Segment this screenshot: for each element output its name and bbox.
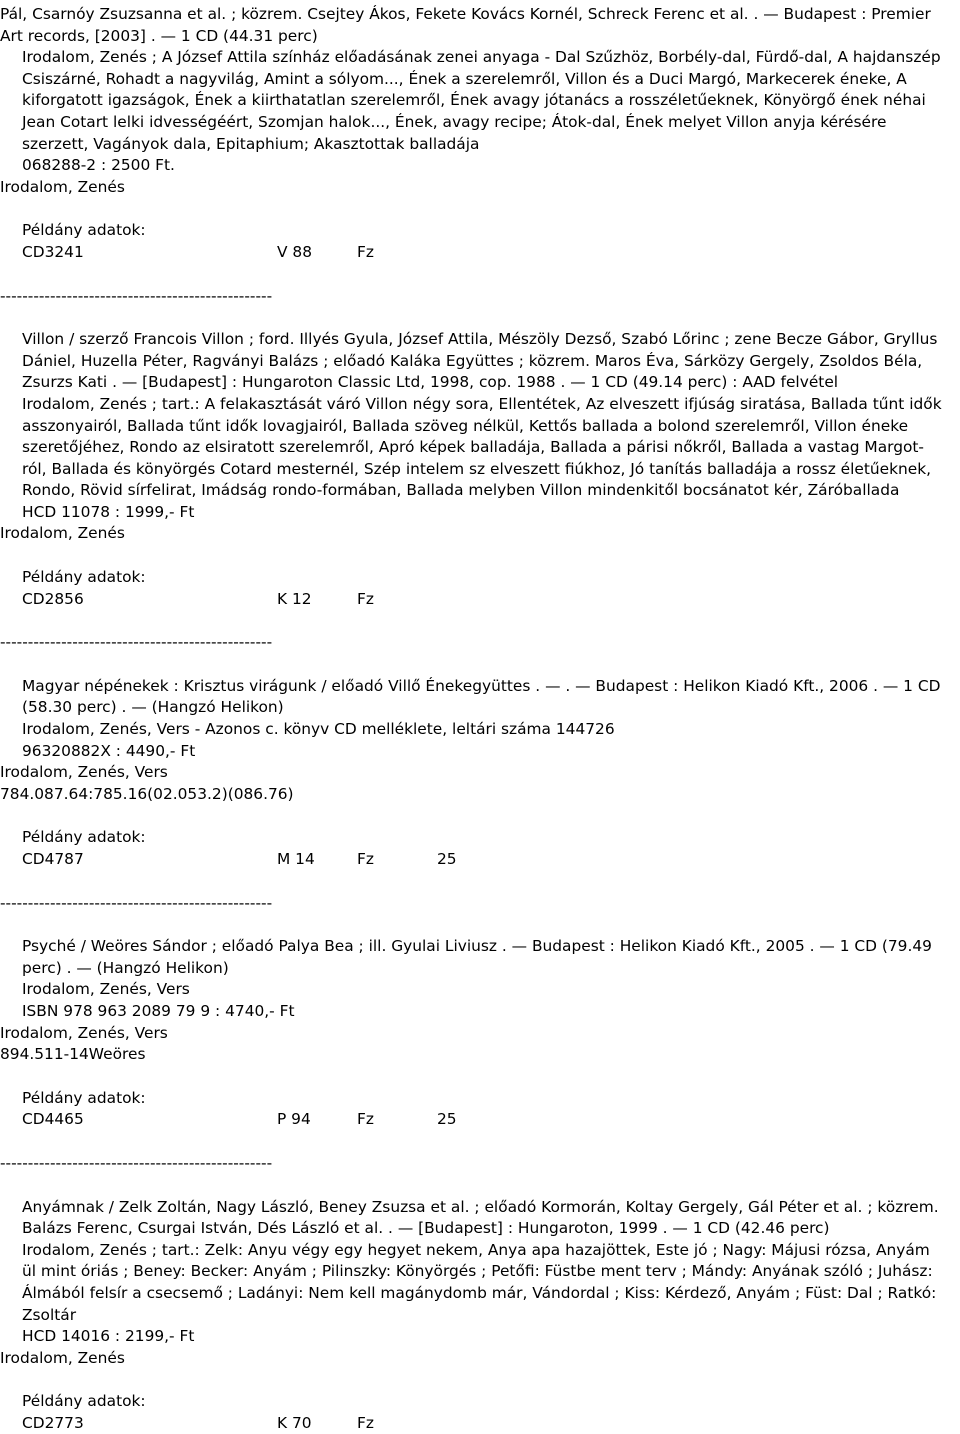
copy-count — [437, 589, 517, 611]
entry-description: Pál, Csarnóy Zsuzsanna et al. ; közrem. Csejtey Ákos, Fekete Kovács Kornél, Schreck Ferenc et al. . — Budapest : Premier Art records, [2003] . — 1 CD (44.31 perc) — [0, 5, 931, 45]
copy-location: Fz — [357, 1110, 374, 1129]
catalog-entry — [0, 4, 944, 329]
copy-count — [437, 1413, 517, 1434]
entry-separator: ------------------------------------------------- — [0, 633, 273, 652]
entry-line: Irodalom, Zenés ; tart.: Zelk: Anyu végy egy hegyet nekem, Anya apa hazajöttek, Este jó ; Nagy: Májusi rózsa, Anyám ül mint óriás ; Beney: Becker: Anyám ; Pilinszky: Könyörgés ; Petőfi: Füstbe ment terv ; Mándy: Anyának szóló ; Juhász: Álmából felsír a csecsemő ; Ladányi: Nem kell magánydomb már, Vándordal ; Kiss: Kérdező, Anyám ; Füst: Dal ; Ratkó: Zsoltár — [22, 1240, 937, 1324]
copy-id: CD2773 — [22, 1413, 84, 1432]
entry-separator: ------------------------------------------------- — [0, 286, 273, 305]
entry-line: 894.511-14Weöres — [0, 1045, 146, 1064]
copy-shelf-mark: M 14 — [277, 850, 315, 868]
catalog-entry — [0, 936, 944, 1196]
copy-location: Fz — [357, 589, 374, 608]
copy-data-label: Példány adatok: — [22, 828, 146, 847]
entry-separator: ------------------------------------------------- — [0, 1153, 273, 1172]
entry-line: 96320882X : 4490,- Ft — [22, 741, 196, 760]
copy-data-row — [0, 589, 944, 611]
copy-shelf-mark: K 70 — [277, 1413, 312, 1432]
copy-location: Fz — [357, 242, 374, 261]
entry-line: Irodalom, Zenés, Vers - Azonos c. könyv CD melléklete, leltári száma 144726 — [22, 720, 615, 739]
entry-line: Irodalom, Zenés, Vers — [0, 1023, 168, 1042]
entry-line: HCD 14016 : 2199,- Ft — [22, 1327, 195, 1346]
entry-description: Anyámnak / Zelk Zoltán, Nagy László, Beney Zsuzsa et al. ; előadó Kormorán, Koltay Gergely, Gál Péter et al. ; közrem. Balázs Ferenc, Csurgai István, Dés László et al. . — [Budapest] : Hungaroton, 1999 . — 1 CD (42.46 perc) — [22, 1197, 939, 1238]
entry-line: Irodalom, Zenés ; A József Attila színház előadásának zenei anyaga - Dal Szűzhöz, Borbély-dal, Fürdő-dal, A hajdanszép Csiszárné, Rohadt a nagyvilág, Amint a sólyom..., Ének a szerelemről, Villon és a Duci Margó, Markecerek éneke, A kiforgatott igazságok, Ének a kiirthatatlan szerelemről, Ének avagy jótanács a rosszéletűeknek, Könyörgő ének néhai Jean Cotart lelki idvességéért, Szomjan halok..., Ének, avagy recipe; Átok-dal, Ének melyet Villon anyja kérésére szerzett, Vagányok dala, Epitaphium; Akasztottak balladája — [22, 48, 941, 153]
copy-data-label: Példány adatok: — [22, 568, 146, 587]
entry-line: Irodalom, Zenés — [0, 1348, 125, 1367]
copy-shelf-mark: K 12 — [277, 589, 312, 608]
copy-id: CD4787 — [22, 850, 84, 868]
copy-shelf-mark: V 88 — [277, 242, 313, 261]
copy-data-label: Példány adatok: — [22, 1088, 146, 1107]
copy-data-row — [0, 849, 944, 871]
copy-id: CD4465 — [22, 1110, 84, 1129]
entry-line: Irodalom, Zenés ; tart.: A felakasztását váró Villon négy sora, Ellentétek, Az elveszett ifjúság siratása, Ballada tűnt idők asszonyairól, Ballada tűnt idők lovagjairól, Ballada szöveg nélkül, Kettős ballada a bolond szerelemről, Villon éneke szeretőjéhez, Rondo az elsiratott szerelemről, Apró képek balladája, Ballada a párisi nőkről, Ballada a vastag Margot-ról, Ballada és könyörgés Cotard mesternél, Szép intelem sz elveszett fiúkhoz, Jó tanítás balladája a rossz életűeknek, Rondo, Rövid sírfelirat, Imádság rondo-formában, Ballada melyben Villon mindenkitől bocsánatot kér, Záróballada — [22, 394, 942, 500]
copy-id: CD3241 — [22, 242, 84, 261]
copy-data-label: Példány adatok: — [22, 1392, 146, 1411]
copy-shelf-mark: P 94 — [277, 1110, 311, 1129]
entry-description: Magyar népénekek : Krisztus virágunk / előadó Villő Énekegyüttes . — . — Budapest : Helikon Kiadó Kft., 2006 . — 1 CD (58.30 perc) . — (Hangzó Helikon) — [22, 676, 941, 717]
copy-id: CD2856 — [22, 589, 84, 608]
entry-line: 068288-2 : 2500 Ft. — [22, 156, 175, 175]
copy-data-label: Példány adatok: — [22, 221, 146, 240]
copy-location: Fz — [357, 1413, 374, 1432]
catalog-entry — [0, 1197, 944, 1434]
entry-description: Villon / szerző Francois Villon ; ford. Illyés Gyula, József Attila, Mészöly Dezső, Szabó Lőrinc ; zene Becze Gábor, Gryllus Dániel, Huzella Péter, Ragványi Balázs ; előadó Kaláka Együttes ; közrem. Maros Éva, Sárközy Gergely, Zsoldos Béla, Zsurzs Kati . — [Budapest] : Hungaroton Classic Ltd, 1998, cop. 1988 . — 1 CD (49.14 perc) : AAD felvétel — [22, 330, 938, 392]
catalog-entry — [0, 676, 944, 936]
copy-data-row — [0, 242, 944, 264]
copy-data-row — [0, 1413, 944, 1434]
entry-description: Psyché / Weöres Sándor ; előadó Palya Bea ; ill. Gyulai Liviusz . — Budapest : Helikon Kiadó Kft., 2005 . — 1 CD (79.49 perc) . — (Hangzó Helikon) — [22, 937, 932, 977]
catalog-entry — [0, 329, 944, 676]
copy-count: 25 — [437, 1110, 457, 1129]
entry-line: Irodalom, Zenés — [0, 524, 125, 543]
entry-line: 784.087.64:785.16(02.053.2)(086.76) — [0, 784, 294, 803]
copy-data-row — [0, 1109, 944, 1131]
entry-line: Irodalom, Zenés, Vers — [0, 763, 168, 782]
copy-count: 25 — [437, 850, 457, 868]
entry-line: HCD 11078 : 1999,- Ft — [22, 502, 195, 521]
entry-separator: ------------------------------------------------- — [0, 893, 273, 912]
copy-location: Fz — [357, 850, 374, 868]
entry-line: Irodalom, Zenés — [0, 177, 125, 196]
entry-line: Irodalom, Zenés, Vers — [22, 980, 190, 999]
copy-count — [437, 242, 517, 264]
entry-line: ISBN 978 963 2089 79 9 : 4740,- Ft — [22, 1001, 295, 1020]
